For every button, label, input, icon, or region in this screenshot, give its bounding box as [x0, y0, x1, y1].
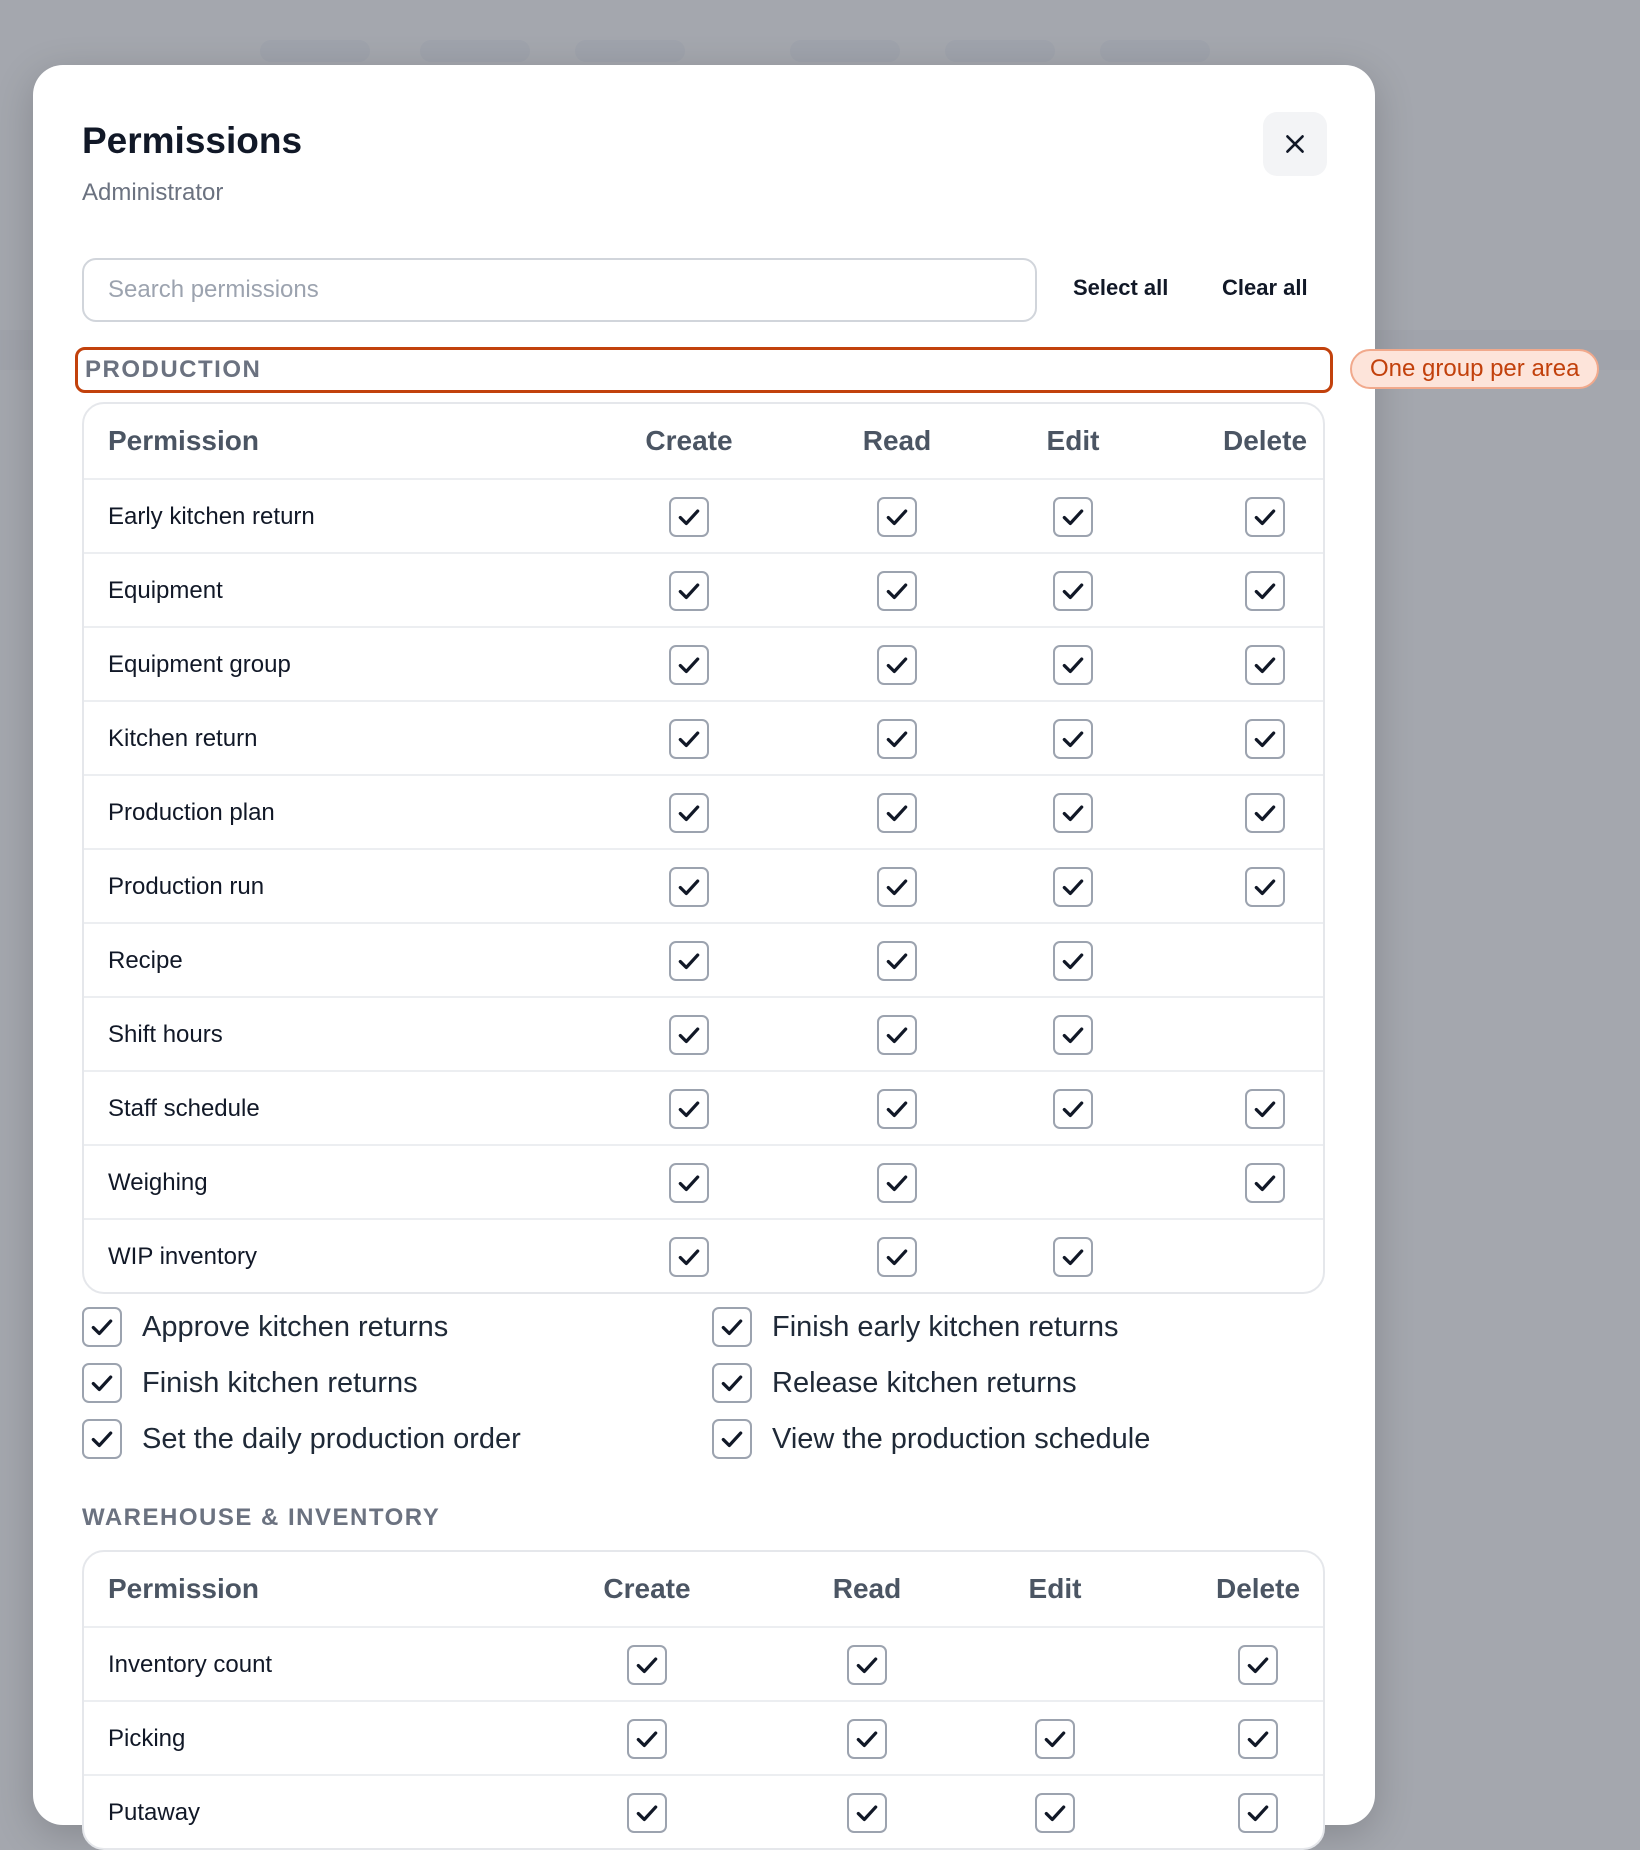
- extra-permission[interactable]: [712, 1417, 1150, 1461]
- checkmark-icon: [719, 1370, 745, 1396]
- close-icon: [1282, 131, 1308, 157]
- checkbox[interactable]: [1245, 793, 1285, 833]
- checkmark-icon: [1060, 1022, 1086, 1048]
- table-row: [84, 552, 1323, 626]
- column-header: Edit: [1046, 425, 1100, 456]
- checkbox[interactable]: [669, 793, 709, 833]
- permission-name: Production run: [108, 873, 265, 900]
- checkbox[interactable]: [1053, 1015, 1093, 1055]
- checkbox[interactable]: [627, 1719, 667, 1759]
- checkbox[interactable]: [669, 941, 709, 981]
- checkmark-icon: [884, 578, 910, 604]
- background-tab: [1100, 40, 1210, 62]
- table-header-row: [84, 404, 1323, 478]
- checkmark-icon: [1060, 948, 1086, 974]
- checkmark-icon: [1245, 1726, 1271, 1752]
- checkbox[interactable]: [669, 1015, 709, 1055]
- checkmark-icon: [676, 726, 702, 752]
- checkbox[interactable]: [1238, 1719, 1278, 1759]
- checkmark-icon: [1042, 1800, 1068, 1826]
- checkmark-icon: [884, 874, 910, 900]
- checkbox[interactable]: [712, 1363, 752, 1403]
- background-tab: [260, 40, 370, 62]
- checkmark-icon: [884, 726, 910, 752]
- checkbox[interactable]: [1053, 941, 1093, 981]
- checkbox[interactable]: [877, 867, 917, 907]
- checkmark-icon: [884, 652, 910, 678]
- checkbox[interactable]: [627, 1793, 667, 1833]
- checkbox[interactable]: [1245, 719, 1285, 759]
- checkmark-icon: [1252, 874, 1278, 900]
- checkbox[interactable]: [877, 1237, 917, 1277]
- checkbox[interactable]: [1053, 867, 1093, 907]
- search-input[interactable]: [82, 258, 1037, 322]
- checkbox[interactable]: [1035, 1719, 1075, 1759]
- extra-permission-label: Set the daily production order: [142, 1422, 521, 1455]
- checkbox[interactable]: [877, 571, 917, 611]
- background-tab: [575, 40, 685, 62]
- checkbox[interactable]: [1245, 497, 1285, 537]
- checkbox[interactable]: [877, 941, 917, 981]
- checkmark-icon: [676, 948, 702, 974]
- background-tab: [790, 40, 900, 62]
- checkbox[interactable]: [1245, 867, 1285, 907]
- select-all-button[interactable]: Select all: [1073, 275, 1169, 300]
- extra-permission-label: Finish kitchen returns: [142, 1366, 418, 1399]
- checkbox[interactable]: [877, 497, 917, 537]
- checkbox[interactable]: [669, 645, 709, 685]
- checkbox[interactable]: [82, 1363, 122, 1403]
- column-header: Permission: [108, 425, 259, 456]
- checkbox[interactable]: [1053, 1089, 1093, 1129]
- checkbox[interactable]: [669, 1237, 709, 1277]
- checkbox[interactable]: [877, 1089, 917, 1129]
- checkmark-icon: [854, 1800, 880, 1826]
- checkbox[interactable]: [669, 497, 709, 537]
- checkbox[interactable]: [1053, 645, 1093, 685]
- checkmark-icon: [89, 1426, 115, 1452]
- checkbox[interactable]: [1238, 1645, 1278, 1685]
- checkmark-icon: [1252, 504, 1278, 530]
- checkbox[interactable]: [82, 1307, 122, 1347]
- modal-title: Permissions: [82, 120, 303, 161]
- checkbox[interactable]: [1035, 1793, 1075, 1833]
- checkmark-icon: [1060, 504, 1086, 530]
- checkmark-icon: [1252, 652, 1278, 678]
- extra-permission[interactable]: [712, 1361, 1077, 1405]
- permission-name: Kitchen return: [108, 725, 258, 752]
- checkmark-icon: [676, 1096, 702, 1122]
- checkbox[interactable]: [847, 1793, 887, 1833]
- checkmark-icon: [854, 1652, 880, 1678]
- checkmark-icon: [1245, 1652, 1271, 1678]
- checkmark-icon: [884, 1244, 910, 1270]
- checkbox[interactable]: [877, 1015, 917, 1055]
- clear-all-button[interactable]: Clear all: [1222, 275, 1308, 300]
- checkbox[interactable]: [669, 1089, 709, 1129]
- permission-name: Putaway: [108, 1799, 201, 1826]
- checkmark-icon: [89, 1370, 115, 1396]
- checkmark-icon: [884, 948, 910, 974]
- checkbox[interactable]: [669, 1163, 709, 1203]
- checkbox[interactable]: [1238, 1793, 1278, 1833]
- permission-name: Recipe: [108, 947, 183, 974]
- checkmark-icon: [1060, 874, 1086, 900]
- table-row: [84, 1626, 1323, 1700]
- checkmark-icon: [1060, 800, 1086, 826]
- table-row: [84, 996, 1323, 1070]
- checkbox[interactable]: [1053, 497, 1093, 537]
- background-tab: [420, 40, 530, 62]
- checkbox[interactable]: [877, 645, 917, 685]
- checkbox[interactable]: [847, 1719, 887, 1759]
- permission-name: Production plan: [108, 799, 275, 826]
- checkmark-icon: [854, 1726, 880, 1752]
- table-row: [84, 1218, 1323, 1292]
- permission-name: Equipment: [108, 577, 223, 604]
- checkmark-icon: [1060, 726, 1086, 752]
- checkmark-icon: [634, 1726, 660, 1752]
- checkbox[interactable]: [847, 1645, 887, 1685]
- table-row: [84, 1700, 1323, 1774]
- checkmark-icon: [884, 1022, 910, 1048]
- checkmark-icon: [1060, 652, 1086, 678]
- extra-permission[interactable]: [82, 1305, 448, 1349]
- checkmark-icon: [676, 504, 702, 530]
- checkmark-icon: [1042, 1726, 1068, 1752]
- column-header: Delete: [1222, 425, 1308, 456]
- checkmark-icon: [1252, 1096, 1278, 1122]
- table-row: [84, 1144, 1323, 1218]
- column-header: Read: [862, 425, 932, 456]
- table-row: [84, 848, 1323, 922]
- checkbox[interactable]: [712, 1307, 752, 1347]
- checkbox[interactable]: [1245, 571, 1285, 611]
- checkmark-icon: [676, 652, 702, 678]
- column-header: Delete: [1215, 1573, 1301, 1604]
- checkmark-icon: [719, 1426, 745, 1452]
- table-row: [84, 1774, 1323, 1848]
- checkmark-icon: [884, 800, 910, 826]
- checkmark-icon: [634, 1652, 660, 1678]
- permission-name: WIP inventory: [108, 1243, 257, 1270]
- checkbox[interactable]: [1053, 571, 1093, 611]
- checkbox[interactable]: [669, 867, 709, 907]
- permissions-modal: [33, 65, 1375, 1825]
- permission-name: Early kitchen return: [108, 503, 315, 530]
- checkbox[interactable]: [1245, 1163, 1285, 1203]
- checkbox[interactable]: [1053, 793, 1093, 833]
- checkmark-icon: [676, 800, 702, 826]
- checkmark-icon: [1245, 1800, 1271, 1826]
- permission-name: Shift hours: [108, 1021, 223, 1048]
- checkmark-icon: [1060, 1244, 1086, 1270]
- checkbox[interactable]: [877, 719, 917, 759]
- checkmark-icon: [634, 1800, 660, 1826]
- extra-permission[interactable]: [82, 1417, 521, 1461]
- checkbox[interactable]: [877, 793, 917, 833]
- checkmark-icon: [676, 1170, 702, 1196]
- table-row: [84, 626, 1323, 700]
- extra-permission[interactable]: [712, 1305, 1119, 1349]
- table-header-row: [84, 1552, 1323, 1626]
- column-header: Create: [645, 425, 733, 456]
- checkmark-icon: [1060, 1096, 1086, 1122]
- table-row: [84, 1070, 1323, 1144]
- checkbox[interactable]: [712, 1419, 752, 1459]
- section-heading: WAREHOUSE & INVENTORY: [82, 1504, 441, 1531]
- checkmark-icon: [1252, 726, 1278, 752]
- table-row: [84, 774, 1323, 848]
- checkbox[interactable]: [669, 571, 709, 611]
- checkmark-icon: [884, 1096, 910, 1122]
- permission-name: Picking: [108, 1725, 186, 1752]
- permission-name: Staff schedule: [108, 1095, 260, 1122]
- checkmark-icon: [676, 874, 702, 900]
- permission-name: Equipment group: [108, 651, 291, 678]
- column-header: Permission: [108, 1573, 259, 1604]
- checkbox[interactable]: [627, 1645, 667, 1685]
- extra-permission-label: Approve kitchen returns: [142, 1310, 449, 1343]
- extra-permission[interactable]: [82, 1361, 418, 1405]
- checkmark-icon: [676, 1022, 702, 1048]
- extra-permission-label: Finish early kitchen returns: [772, 1310, 1119, 1343]
- table-row: [84, 922, 1323, 996]
- extra-permission-label: Release kitchen returns: [772, 1366, 1077, 1399]
- checkmark-icon: [1252, 800, 1278, 826]
- checkbox[interactable]: [1245, 1089, 1285, 1129]
- modal-subtitle: Administrator: [82, 179, 224, 206]
- background-tab: [945, 40, 1055, 62]
- checkmark-icon: [89, 1314, 115, 1340]
- checkbox[interactable]: [877, 1163, 917, 1203]
- checkbox[interactable]: [1053, 1237, 1093, 1277]
- checkmark-icon: [1252, 578, 1278, 604]
- column-header: Read: [832, 1573, 902, 1604]
- checkbox[interactable]: [82, 1419, 122, 1459]
- checkmark-icon: [884, 504, 910, 530]
- permission-name: Inventory count: [108, 1651, 273, 1678]
- checkmark-icon: [884, 1170, 910, 1196]
- checkmark-icon: [1252, 1170, 1278, 1196]
- checkbox[interactable]: [1245, 645, 1285, 685]
- permissions-table: [82, 1550, 1325, 1850]
- checkbox[interactable]: [669, 719, 709, 759]
- close-button[interactable]: [1263, 112, 1327, 176]
- checkmark-icon: [676, 1244, 702, 1270]
- section-heading: PRODUCTION: [75, 347, 1333, 393]
- checkmark-icon: [676, 578, 702, 604]
- checkmark-icon: [1060, 578, 1086, 604]
- annotation-tag: One group per area: [1350, 349, 1599, 389]
- table-row: [84, 700, 1323, 774]
- checkmark-icon: [719, 1314, 745, 1340]
- permissions-table: [82, 402, 1325, 1294]
- table-row: [84, 478, 1323, 552]
- column-header: Create: [603, 1573, 691, 1604]
- extra-permission-label: View the production schedule: [772, 1422, 1151, 1455]
- column-header: Edit: [1028, 1573, 1082, 1604]
- checkbox[interactable]: [1053, 719, 1093, 759]
- permission-name: Weighing: [108, 1169, 208, 1196]
